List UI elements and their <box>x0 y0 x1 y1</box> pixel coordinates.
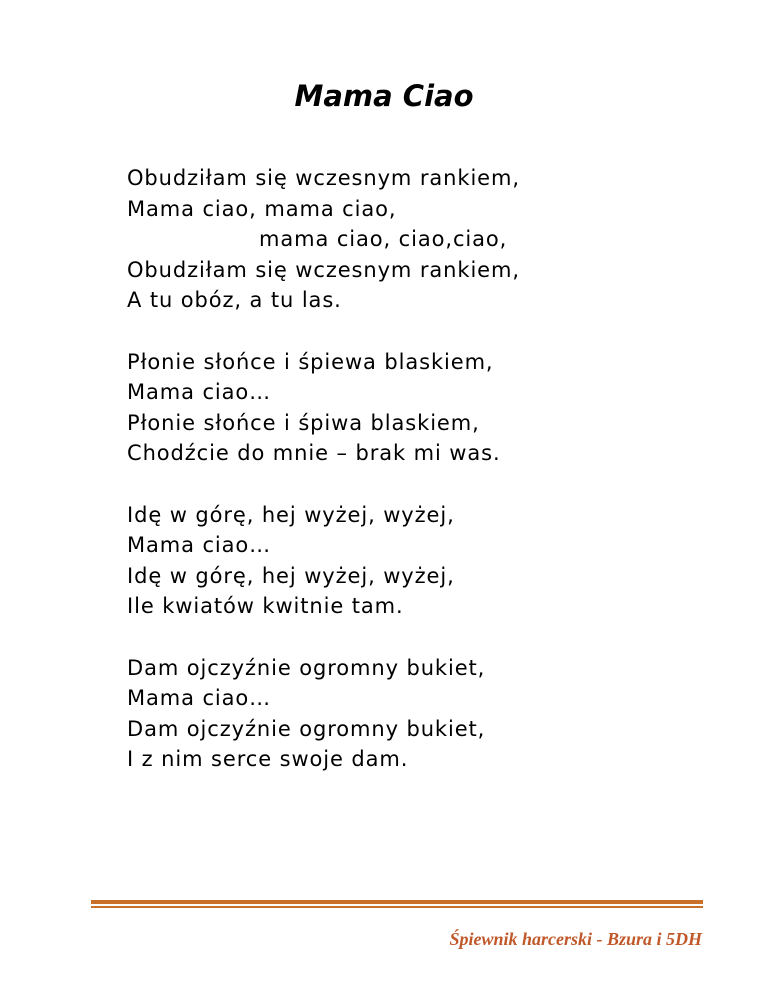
stanza-2 <box>127 347 727 469</box>
lyric-line: I z nim serce swoje dam. <box>127 747 409 771</box>
lyric-line: A tu obóz, a tu las. <box>127 288 342 312</box>
lyric-line: Chodźcie do mnie – brak mi was. <box>127 441 501 465</box>
lyric-line: Obudziłam się wczesnym rankiem, <box>127 257 520 282</box>
footer-divider-thick <box>91 900 703 904</box>
lyric-line: Płonie słońce i śpiewa blaskiem, <box>127 349 494 374</box>
lyric-line: Idę w górę, hej wyżej, wyżej, <box>127 502 455 527</box>
page-title: Mama Ciao <box>294 79 474 113</box>
stanza-4 <box>127 653 727 775</box>
lyric-line: Mama ciao… <box>127 380 272 404</box>
stanza-1 <box>127 163 727 316</box>
footer-divider-thin <box>91 906 703 908</box>
lyric-line: Dam ojczyźnie ogromny bukiet, <box>127 655 486 680</box>
lyric-line-indented: mama ciao, ciao,ciao, <box>259 227 508 251</box>
lyric-line: Mama ciao… <box>127 533 272 557</box>
stanza-3 <box>127 500 727 622</box>
lyric-line: Idę w górę, hej wyżej, wyżej, <box>127 563 455 588</box>
lyric-line: Obudziłam się wczesnym rankiem, <box>127 166 520 190</box>
footer-divider <box>91 900 703 909</box>
lyric-line: Płonie słońce i śpiwa blaskiem, <box>127 410 480 435</box>
lyrics <box>127 163 727 806</box>
footer-text: Śpiewnik harcerski - Bzura i 5DH <box>449 929 702 949</box>
lyric-line: Ile kwiatów kwitnie tam. <box>127 594 404 618</box>
lyric-line: Dam ojczyźnie ogromny bukiet, <box>127 716 486 741</box>
lyric-line: Mama ciao, mama ciao, <box>127 196 397 221</box>
lyric-line: Mama ciao… <box>127 686 272 710</box>
